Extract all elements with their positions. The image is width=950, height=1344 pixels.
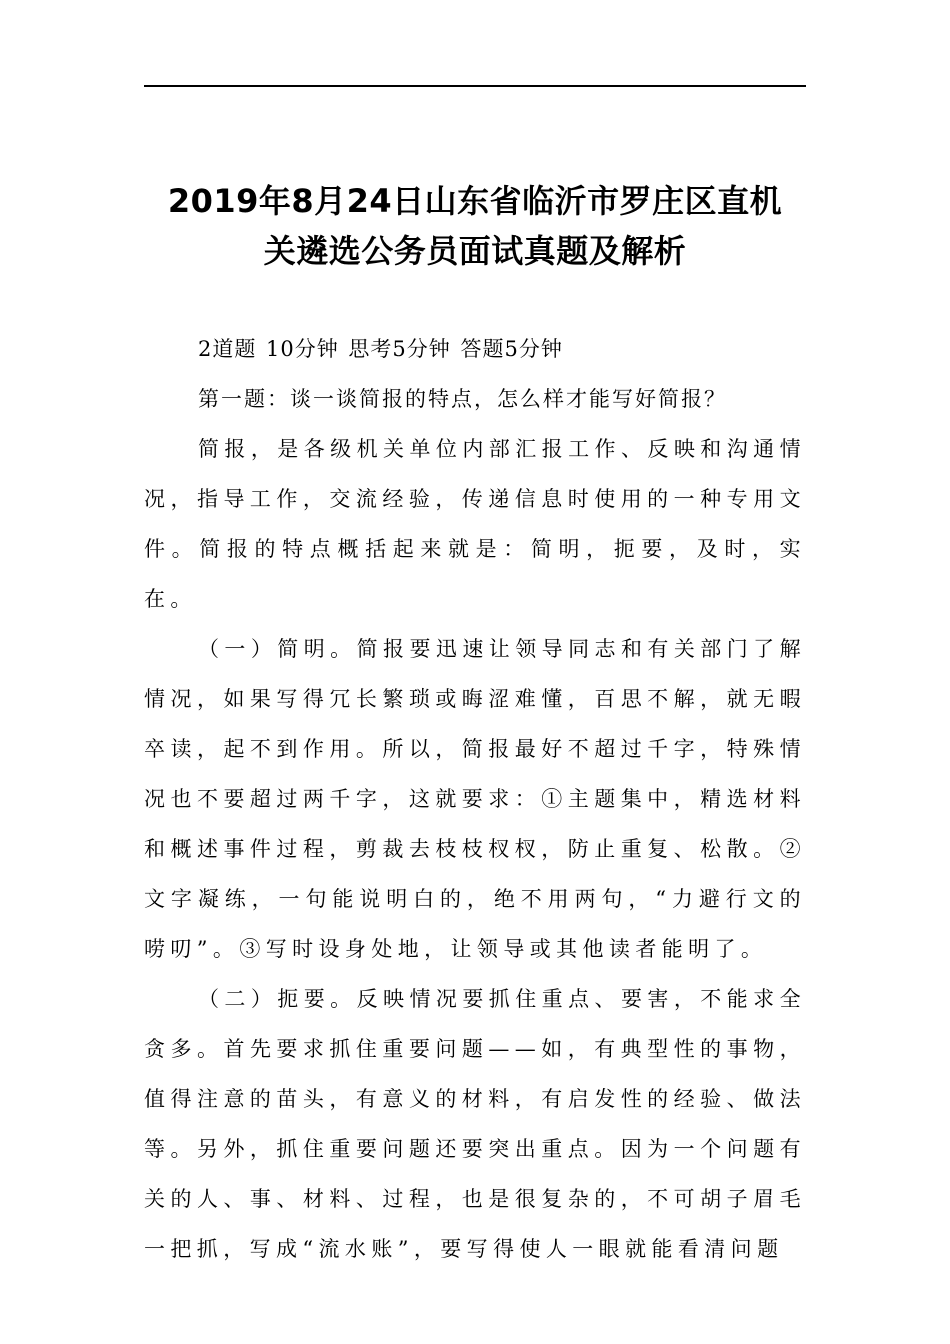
title-line-2: 关遴选公务员面试真题及解析 — [263, 232, 687, 270]
question-1: 第一题：谈一谈简报的特点，怎么样才能写好简报？ — [198, 387, 727, 411]
exam-info: 2道题 10分钟 思考5分钟 答题5分钟 — [198, 337, 563, 361]
title-line-1: 2019年8月24日山东省临沂市罗庄区直机 — [167, 182, 783, 220]
header-rule — [144, 85, 806, 87]
paragraph-brief: （二）扼要。反映情况要抓住重点、要害，不能求全贪多。首先要求抓住重要问题——如，有典型性的事物，值得注意的苗头，有意义的材料，有启发性的经验、做法等。另外，抓住重要问题还要突出重点。因为一个问题有关的人、事、材料、过程，也是很复杂的，不可胡子眉毛一把抓，写成“流水账”，要写得使人一眼就能看清问题 — [144, 987, 806, 1261]
document-body — [144, 324, 806, 1274]
paragraph-concise: （一）简明。简报要迅速让领导同志和有关部门了解情况，如果写得冗长繁琐或晦涩难懂，百思不解，就无暇卒读，起不到作用。所以，简报最好不超过千字，特殊情况也不要超过两千字，这就要求：①主题集中，精选材料和概述事件过程，剪裁去枝枝杈杈，防止重复、松散。②文字凝练，一句能说明白的，绝不用两句，“力避行文的唠叨”。③写时设身处地，让领导或其他读者能明了。 — [144, 637, 806, 961]
paragraph-intro: 简报，是各级机关单位内部汇报工作、反映和沟通情况，指导工作，交流经验，传递信息时使用的一种专用文件。简报的特点概括起来就是：简明，扼要，及时，实在。 — [144, 437, 806, 611]
document-title — [144, 176, 806, 276]
